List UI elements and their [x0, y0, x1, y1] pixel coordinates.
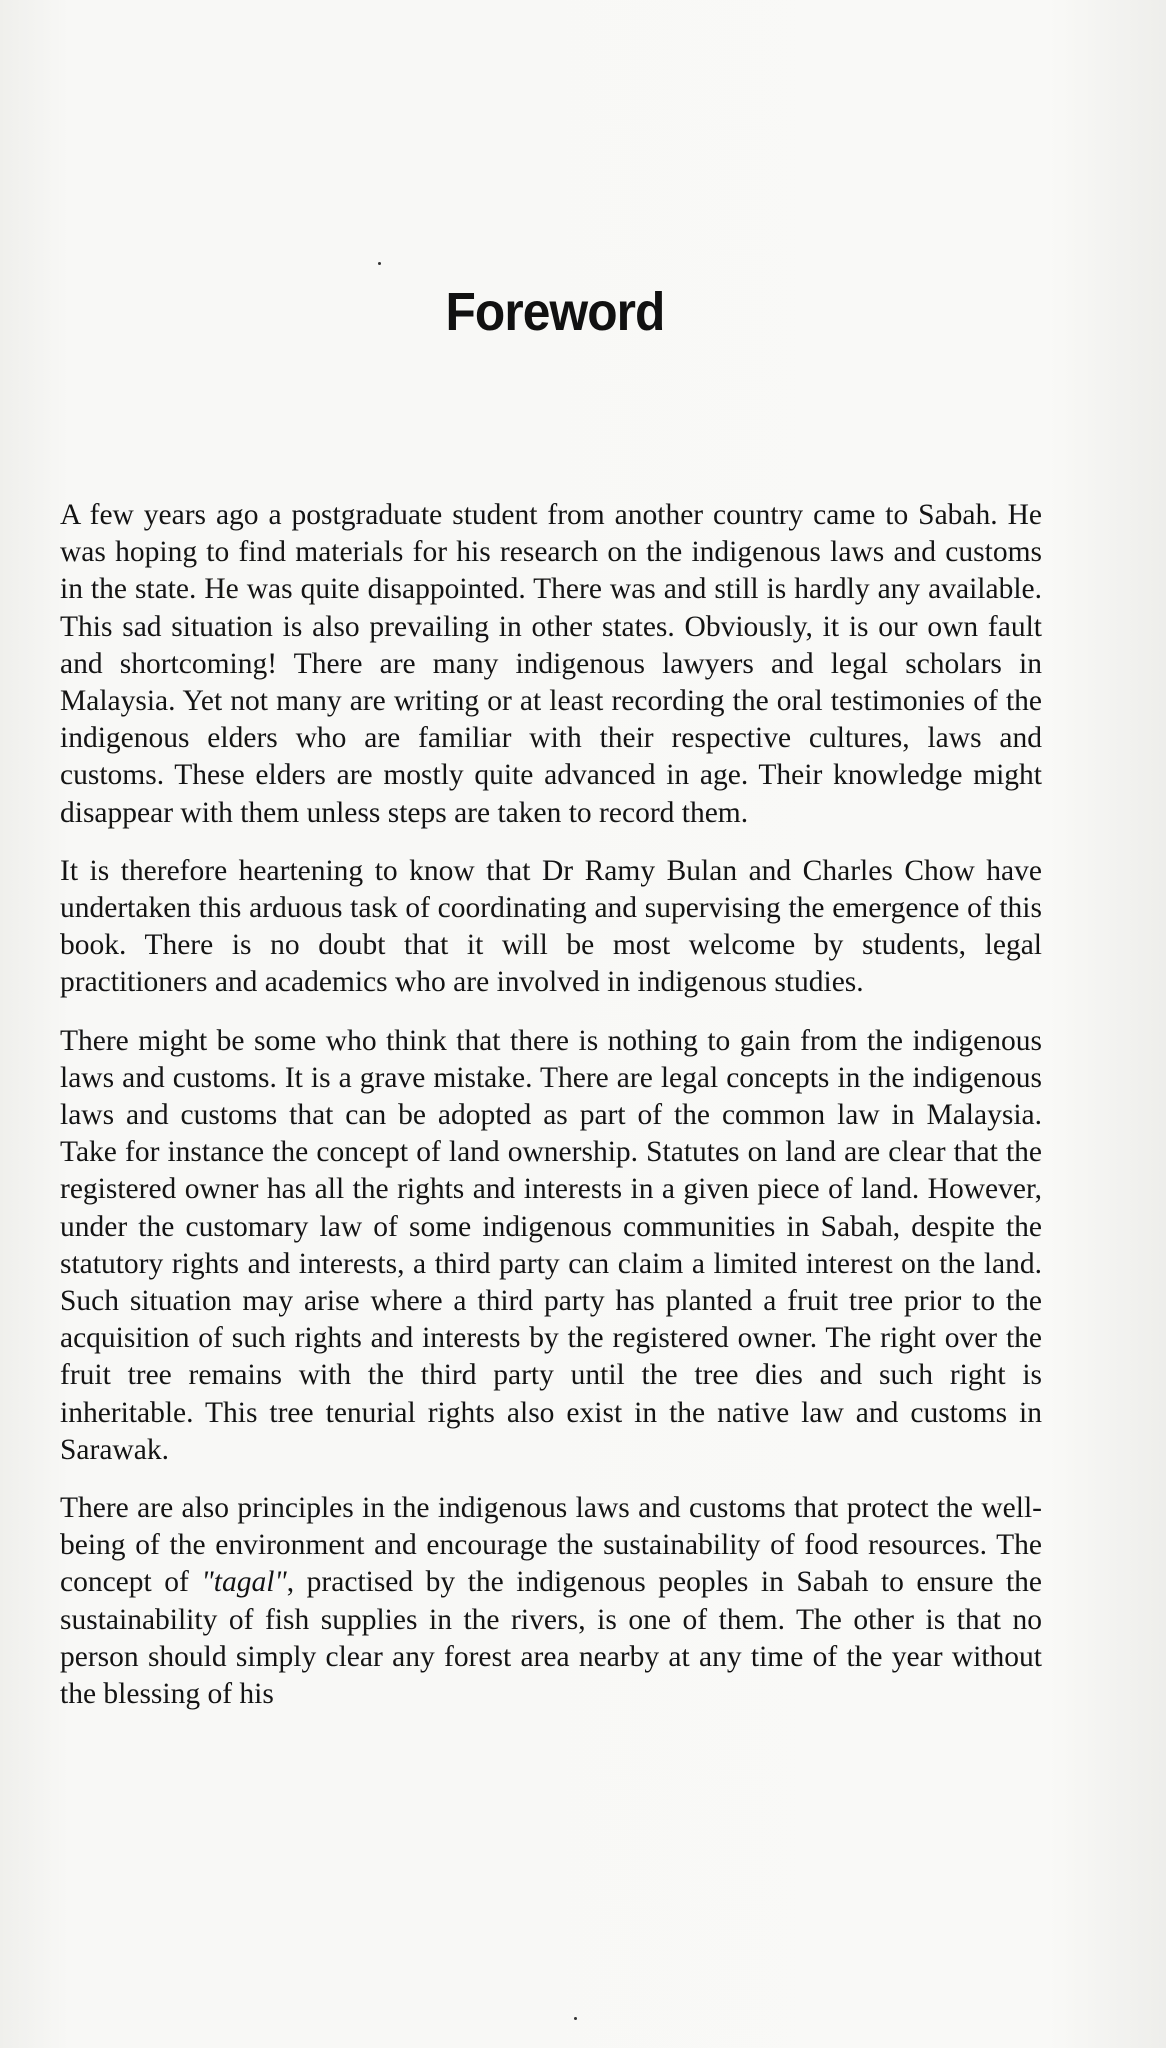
tagal-term: "tagal" — [201, 1566, 287, 1599]
paragraph-4 — [60, 1490, 1042, 1713]
page-speck — [378, 262, 381, 265]
paragraph-4-text-before: There are also principles in the indigenous laws and customs that protect the well-being of the environment and encourage the sustainability of food resources. The concept of — [60, 1492, 1042, 1599]
paragraph-2: It is therefore heartening to know that Dr Ramy Bulan and Charles Chow have undertaken this arduous task of coordinating and supervising the emergence of this book. There is no doubt that it will be most welcome by students, legal practitioners and academics who are involved in indigenous studies. — [60, 854, 1042, 999]
paragraph-3: There might be some who think that there is nothing to gain from the indigenous laws and customs. It is a grave mistake. There are legal concepts in the indigenous laws and customs that can be adopted as part of the common law in Malaysia. Take for instance the concept of land ownership. Statutes on land are clear that the registered owner has all the rights and interests in a given piece of land. However, under the customary law of some indigenous communities in Sabah, despite the statutory rights and interests, a third party can claim a limited interest on the land. Such situation may arise where a third party has planted a fruit tree prior to the acquisition of such rights and interests by the registered owner. The right over the fruit tree remains with the third party until the tree dies and such right is inheritable. This tree tenurial rights also exist in the native law and customs in Sarawak. — [60, 1024, 1042, 1466]
foreword-body — [60, 497, 1042, 1734]
page-speck — [574, 2017, 577, 2020]
paragraph-4-text-after: , practised by the indigenous peoples in Sabah to ensure the sustainability of fish supplies in the rivers, is one of them. The other is that no person should simply clear any forest area nearby at any time of the year without the blessing of his — [60, 1566, 1042, 1711]
page-title: Foreword — [445, 282, 665, 343]
paragraph-1: A few years ago a postgraduate student from another country came to Sabah. He was hoping to find materials for his research on the indigenous laws and customs in the state. He was quite disappointed. There was and still is hardly any available. This sad situation is also prevailing in other states. Obviously, it is our own fault and shortcoming! There are many indigenous lawyers and legal scholars in Malaysia. Yet not many are writing or at least recording the oral testimonies of the indigenous elders who are familiar with their respective cultures, laws and customs. These elders are mostly quite advanced in age. Their knowledge might disappear with them unless steps are taken to record them. — [60, 499, 1042, 829]
